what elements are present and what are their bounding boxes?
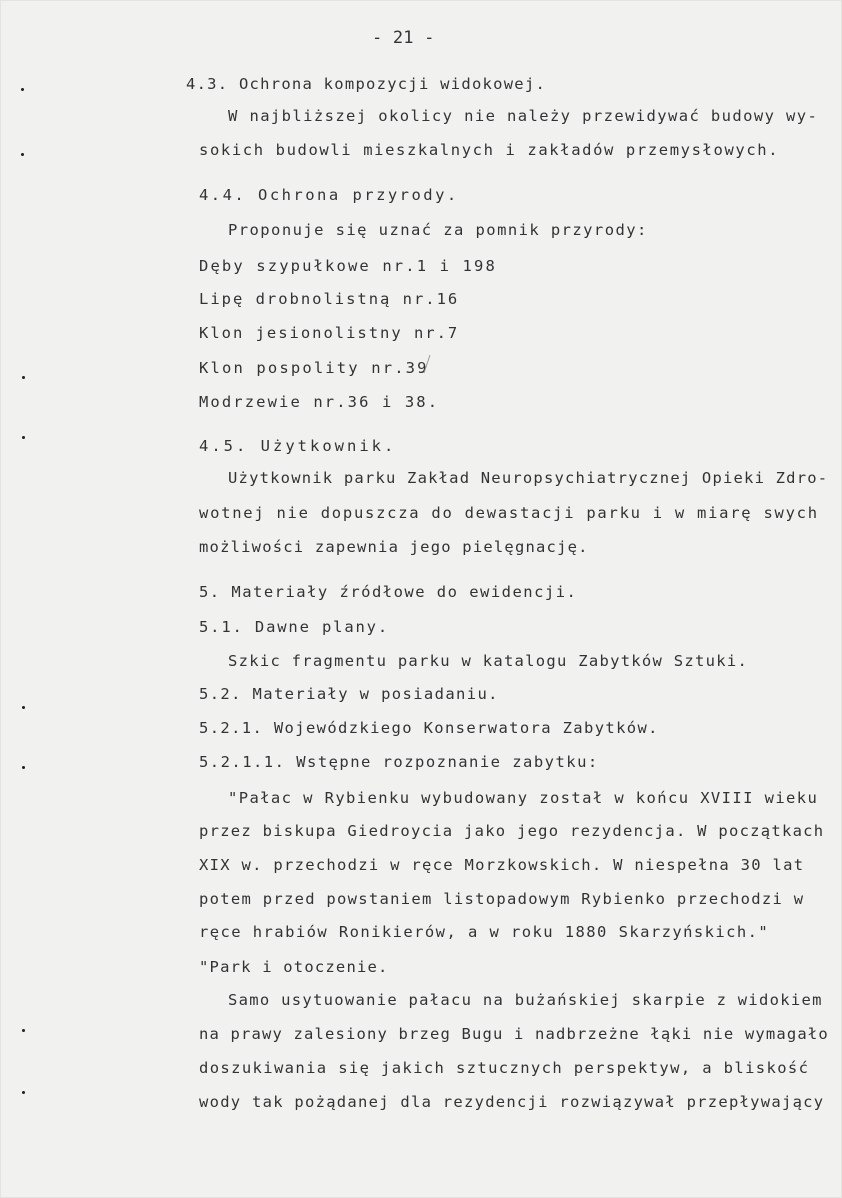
section-heading-5-2-1: 5.2.1. Wojewódzkiego Konserwatora Zabytków.: [199, 719, 659, 737]
text-line: na prawy zalesiony brzeg Bugu i nadbrzeżne łąki nie wymagało: [199, 1025, 829, 1043]
list-item: Dęby szypułkowe nr.1 i 198: [199, 257, 497, 275]
text-line: Użytkownik parku Zakład Neuropsychiatrycznej Opieki Zdro-: [228, 469, 829, 487]
section-heading-4-3: 4.3. Ochrona kompozycji widokowej.: [186, 75, 547, 93]
text-line: wotnej nie dopuszcza do dewastacji parku i w miarę swych: [199, 504, 819, 522]
list-item: Lipę drobnolistną nr.16: [199, 290, 460, 308]
section-heading-5-2-1-1: 5.2.1.1. Wstępne rozpoznanie zabytku:: [199, 753, 599, 771]
text-line: W najbliższej okolicy nie należy przewidywać budowy wy-: [228, 107, 819, 125]
section-heading-5-1: 5.1. Dawne plany.: [199, 618, 390, 636]
text-line: wody tak pożądanej dla rezydencji rozwiązywał przepływający: [199, 1093, 825, 1111]
quote-line: "Park i otoczenie.: [199, 958, 389, 976]
pencil-tick-mark: [422, 354, 432, 374]
quote-line: "Pałac w Rybienku wybudowany został w końcu XVIII wieku: [228, 789, 819, 807]
text-line: Proponuje się uznać za pomnik przyrody:: [228, 221, 648, 239]
quote-line: XIX w. przechodzi w ręce Morzkowskich. W niespełna 30 lat: [199, 856, 805, 874]
section-heading-5: 5. Materiały źródłowe do ewidencji.: [199, 583, 578, 601]
section-heading-4-5: 4.5. Użytkownik.: [199, 437, 397, 455]
margin-speck: [21, 153, 24, 156]
margin-speck: [22, 766, 25, 769]
margin-speck: [22, 1029, 25, 1032]
margin-speck: [22, 436, 25, 439]
list-item: Modrzewie nr.36 i 38.: [199, 393, 440, 411]
text-line: możliwości zapewnia jego pielęgnację.: [199, 538, 589, 556]
section-heading-4-4: 4.4. Ochrona przyrody.: [199, 186, 459, 204]
text-line: Samo usytuowanie pałacu na bużańskiej skarpie z widokiem: [228, 991, 823, 1009]
text-line: sokich budowli mieszkalnych i zakładów przemysłowych.: [199, 141, 780, 159]
list-item: Klon pospolity nr.39: [199, 359, 429, 377]
quote-line: potem przed powstaniem listopadowym Rybienko przechodzi w: [199, 890, 805, 908]
text-line: Szkic fragmentu parku w katalogu Zabytków Sztuki.: [228, 652, 749, 670]
margin-speck: [21, 88, 24, 91]
margin-speck: [22, 376, 25, 379]
margin-speck: [22, 1091, 25, 1094]
list-item: Klon jesionolistny nr.7: [199, 324, 460, 342]
quote-line: przez biskupa Giedroycia jako jego rezydencja. W początkach: [199, 822, 825, 840]
page-number: - 21 -: [372, 28, 435, 48]
text-line: doszukiwania się jakich sztucznych perspektyw, a bliskość: [199, 1059, 810, 1077]
section-heading-5-2: 5.2. Materiały w posiadaniu.: [199, 685, 499, 703]
margin-speck: [22, 706, 25, 709]
quote-line: ręce hrabiów Ronikierów, a w roku 1880 Skarzyńskich.": [199, 923, 770, 941]
